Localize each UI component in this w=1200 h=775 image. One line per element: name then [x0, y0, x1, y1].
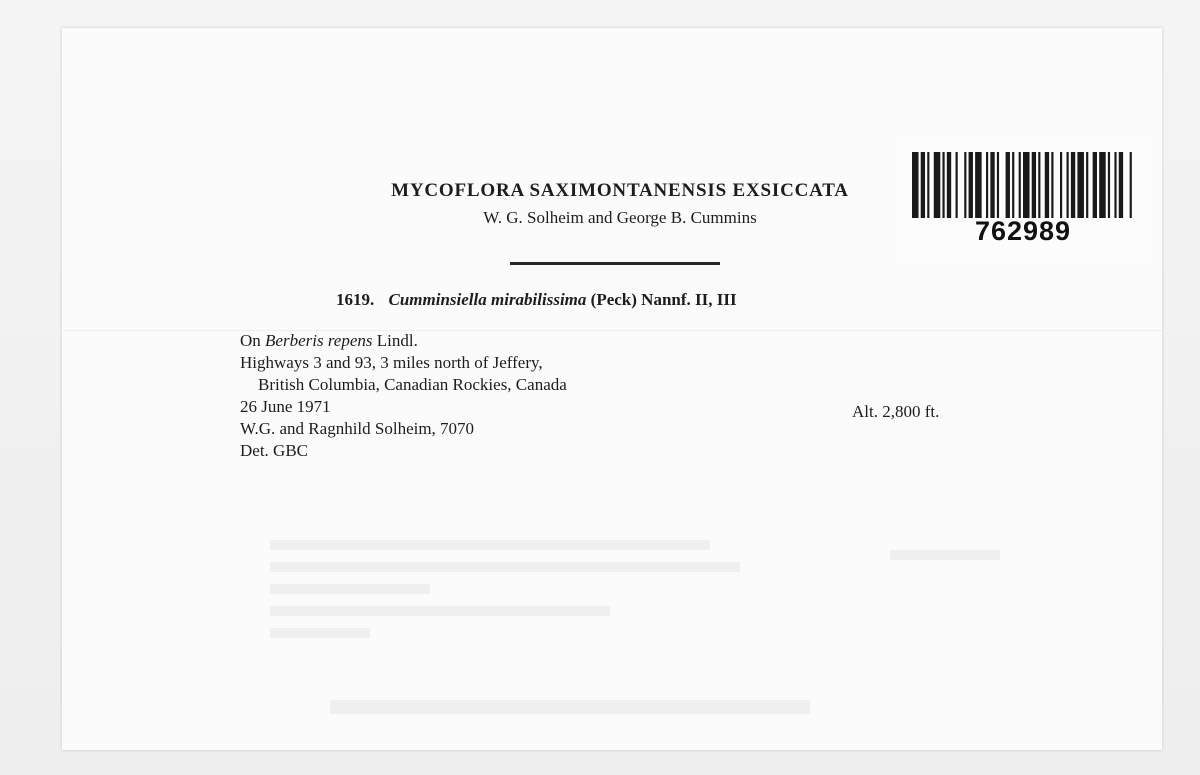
- barcode-bar: [1045, 152, 1049, 218]
- barcode-bar: [927, 152, 929, 218]
- collectors: W.G. and Ragnhild Solheim, 7070: [240, 419, 475, 438]
- barcode-bar: [956, 152, 958, 218]
- barcode-bar: [1108, 152, 1110, 218]
- host-line: [240, 330, 567, 352]
- barcode-bar: [1012, 152, 1014, 218]
- barcode-bar: [1023, 152, 1030, 218]
- barcode-bar: [1093, 152, 1097, 218]
- collection-date: 26 June 1971: [240, 397, 331, 416]
- exsiccata-number: 1619.: [336, 290, 375, 309]
- host-prefix: On: [240, 331, 261, 350]
- barcode-bar: [975, 152, 982, 218]
- barcode-bar: [947, 152, 951, 218]
- locality-line-2: British Columbia, Canadian Rockies, Canada: [258, 375, 567, 394]
- host-name: Berberis repens: [265, 331, 373, 350]
- collection-details: [240, 330, 567, 462]
- barcode-bar: [1019, 152, 1021, 218]
- barcode-bar: [1077, 152, 1084, 218]
- barcode-bar: [921, 152, 925, 218]
- barcode-bar: [969, 152, 973, 218]
- barcode-bar: [934, 152, 941, 218]
- barcode-bar: [1114, 152, 1116, 218]
- host-authority: Lindl.: [376, 331, 418, 350]
- barcode-bar: [990, 152, 994, 218]
- locality-line-1: Highways 3 and 93, 3 miles north of Jeffery,: [240, 353, 543, 372]
- barcode-bar: [1119, 152, 1123, 218]
- barcode-bar: [942, 152, 944, 218]
- barcode-bar: [964, 152, 966, 218]
- barcode-bar: [1051, 152, 1053, 218]
- barcode: [912, 152, 1134, 218]
- barcode-bar: [1067, 152, 1069, 218]
- determiner: Det. GBC: [240, 441, 308, 460]
- exsiccata-title: MYCOFLORA SAXIMONTANENSIS EXSICCATA: [391, 180, 849, 201]
- barcode-bar: [912, 152, 919, 218]
- barcode-bar: [1086, 152, 1088, 218]
- exsiccata-authors: W. G. Solheim and George B. Cummins: [483, 208, 757, 227]
- barcode-bar: [1006, 152, 1010, 218]
- barcode-bar: [1099, 152, 1106, 218]
- altitude: Alt. 2,800 ft.: [852, 402, 940, 421]
- barcode-number: 762989: [974, 216, 1072, 246]
- species-authority: (Peck) Nannf. II, III: [590, 290, 737, 309]
- barcode-bar: [1060, 152, 1062, 218]
- species-line: [336, 290, 737, 310]
- barcode-bar: [1038, 152, 1040, 218]
- barcode-bar: [1130, 152, 1132, 218]
- species-name: Cumminsiella mirabilissima: [388, 290, 587, 309]
- label-header: [340, 180, 900, 228]
- barcode-bar: [1032, 152, 1036, 218]
- barcode-bar: [997, 152, 999, 218]
- header-rule: [510, 262, 720, 265]
- barcode-bar: [1071, 152, 1075, 218]
- barcode-bar: [986, 152, 988, 218]
